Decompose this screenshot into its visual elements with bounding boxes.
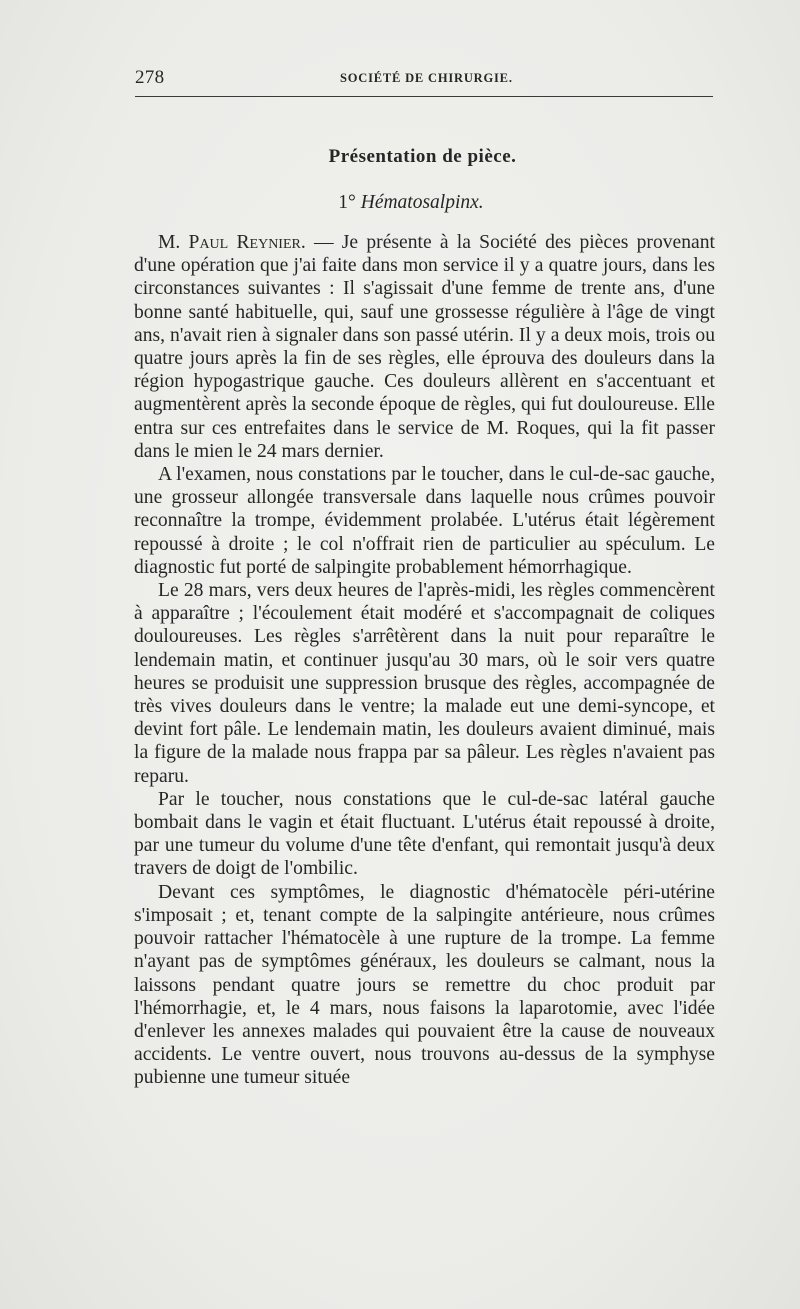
page-header (135, 62, 713, 97)
paragraph-1-text: — Je présente à la Société des pièces provenant d'une opération que j'ai faite dans mon service il y a quatre jours, dans les circonstances suivantes : Il s'agissait d'une femme de trente ans, d'une bonne santé habituelle, qui, sauf une grossesse régulière à l'âge de vingt ans, n'avait rien à signaler dans son passé utérin. Il y a deux mois, trois ou quatre jours après la fin de ses règles, elle éprouva des douleurs dans la région hypogastrique gauche. Ces douleurs allèrent en s'accentuant et augmentèrent après la seconde époque de règles, qui fut douloureuse. Elle entra sur ces entrefaites dans le service de M. Roques, qui la fit passer dans le mien le 24 mars dernier. (134, 232, 715, 462)
paragraph-3: Le 28 mars, vers deux heures de l'après-midi, les règles commencèrent à apparaître ; l'écoulement était modéré et s'accompagnait de coliques douloureuses. Les règles s'arrêtèrent dans la nuit pour reparaître le lendemain matin, et continuer jusqu'au 30 mars, où le soir vers quatre heures se produisit une suppression brusque des règles, accompagnée de très vives douleurs dans le ventre; la malade eut une demi-syncope, et devint fort pâle. Le lendemain matin, les douleurs avaient diminué, mais la figure de la malade nous frappa par sa pâleur. Les règles n'avaient pas reparu. (134, 580, 715, 787)
running-head: SOCIÉTÉ DE CHIRURGIE. (340, 71, 513, 85)
paragraph-1 (134, 231, 715, 463)
subtitle-text: Hématosalpinx. (360, 192, 484, 213)
article-body (134, 231, 715, 1090)
section-title: Présentation de pièce. (328, 146, 517, 167)
paragraph-5: Devant ces symptômes, le diagnostic d'hématocèle péri-utérine s'imposait ; et, tenant compte de la salpingite antérieure, nous crûmes pouvoir rattacher l'hématocèle à une rupture de la trompe. La femme n'ayant pas de symptômes généraux, les douleurs se calmant, nous la laissons pendant quatre jours se remettre du choc produit par l'hémorrhagie, et, le 4 mars, nous faisons la laparotomie, avec l'idée d'enlever les annexes malades qui pouvaient être la cause de nouveaux accidents. Le ventre ouvert, nous trouvons au-dessus de la symphyse pubienne une tumeur située (134, 881, 715, 1089)
paragraph-2: A l'examen, nous constations par le toucher, dans le cul-de-sac gauche, une grosseur allongée transversale dans laquelle nous crûmes pouvoir reconnaître la trompe, évidemment prolabée. L'utérus était légèrement repoussé à droite ; le col n'offrait rien de particulier au spéculum. Le diagnostic fut porté de salpingite probablement hémorrhagique. (134, 464, 715, 578)
subtitle-number: 1° (338, 192, 356, 213)
subtitle (0, 192, 800, 214)
page-number: 278 (135, 67, 165, 88)
speaker-name: M. Paul Reynier. (158, 232, 306, 253)
paragraph-4: Par le toucher, nous constations que le cul-de-sac latéral gauche bombait dans le vagin et était fluctuant. L'utérus était repoussé à droite, par une tumeur du volume d'une tête d'enfant, qui remontait jusqu'à deux travers de doigt de l'ombilic. (134, 788, 715, 880)
